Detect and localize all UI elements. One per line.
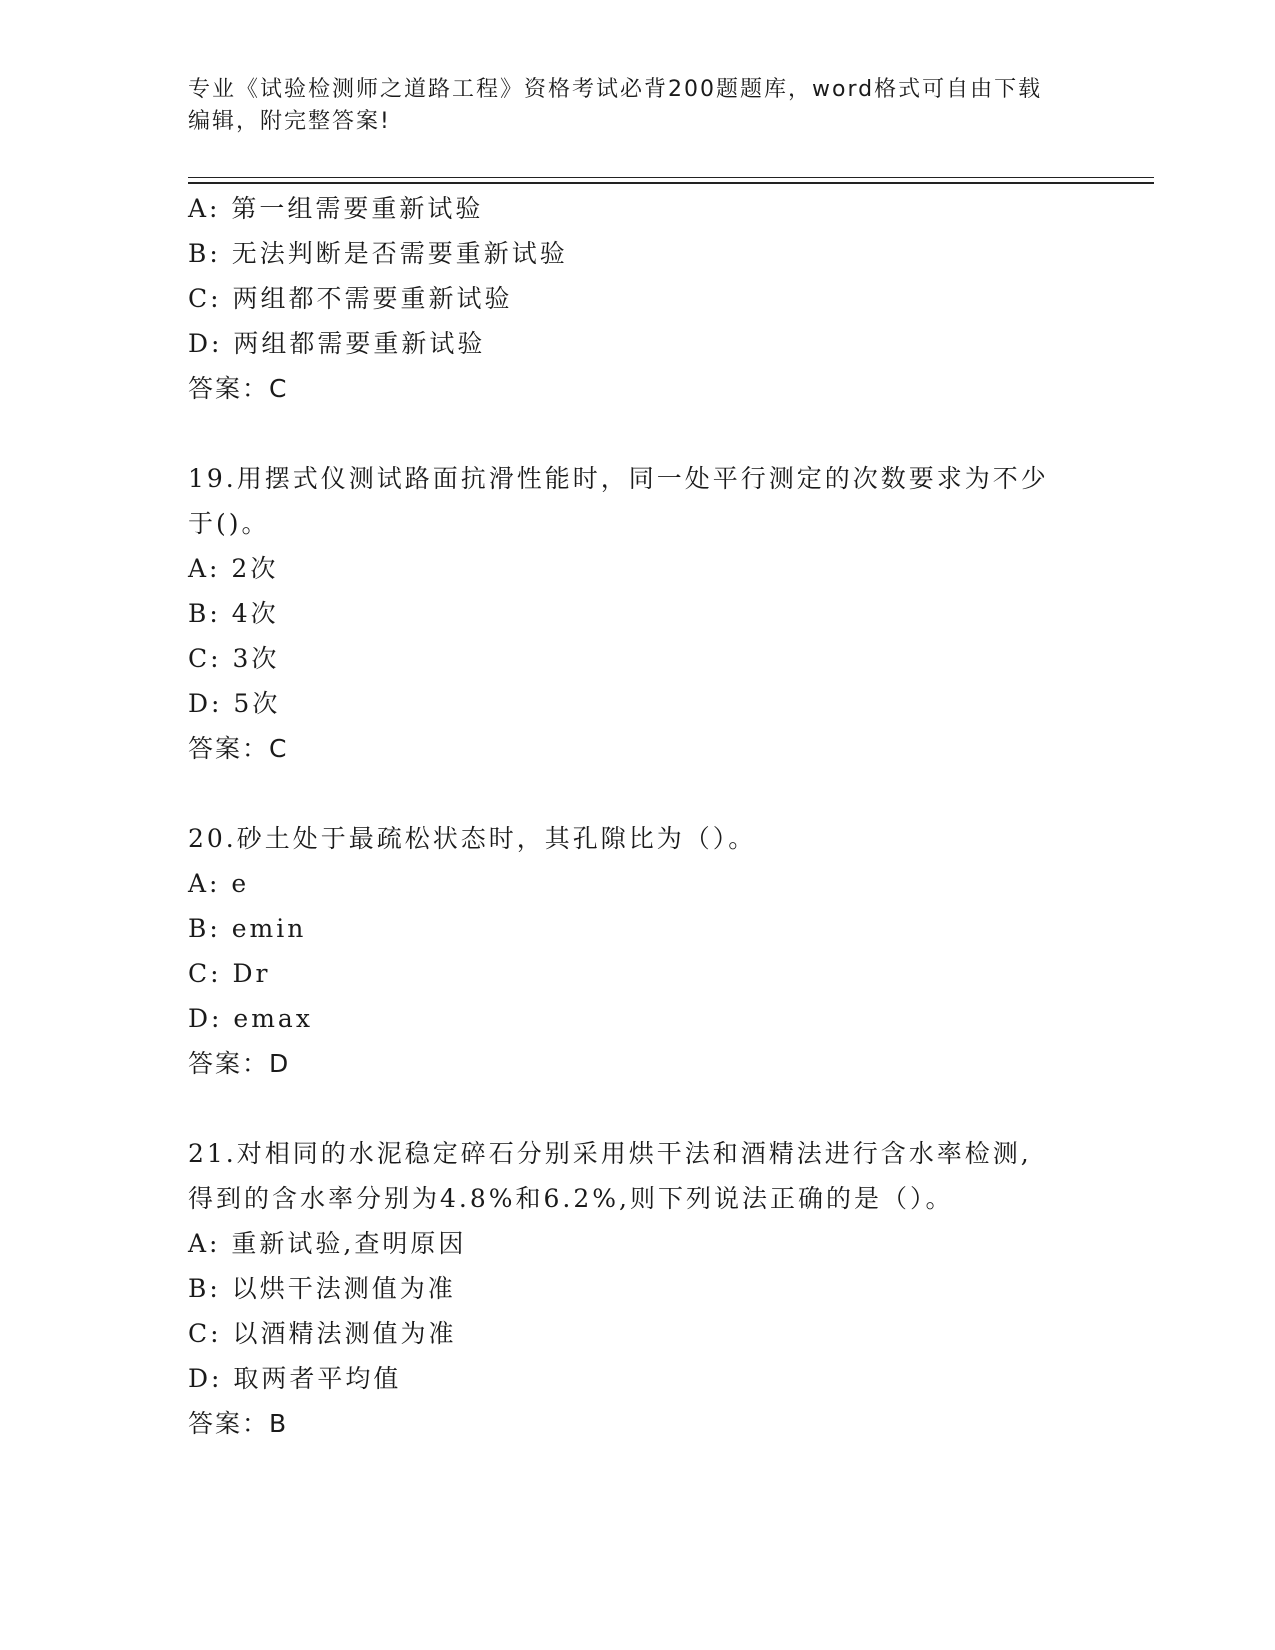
header-divider-thick: [188, 182, 1154, 184]
q21-stem-line-2: 得到的含水率分别为4.8%和6.2%,则下列说法正确的是（）。: [188, 1184, 954, 1213]
q18-answer: 答案：C: [188, 374, 289, 403]
q21-option-a: A: 重新试验,查明原因: [188, 1229, 467, 1258]
q18-option-b: B: 无法判断是否需要重新试验: [188, 239, 568, 268]
q21-answer: 答案：B: [188, 1409, 289, 1438]
q20-answer: 答案：D: [188, 1049, 291, 1078]
q21-stem-line-1: 21.对相同的水泥稳定碎石分别采用烘干法和酒精法进行含水率检测,: [188, 1139, 1032, 1168]
q21-option-d: D: 取两者平均值: [188, 1364, 402, 1393]
q20-option-d: D: emax: [188, 1004, 313, 1033]
q20-option-c: C: Dr: [188, 959, 271, 988]
q18-option-a: A: 第一组需要重新试验: [188, 194, 484, 223]
q19-stem-line-1: 19.用摆式仪测试路面抗滑性能时，同一处平行测定的次数要求为不少: [188, 464, 1049, 493]
q19-option-a: A: 2次: [188, 554, 279, 583]
header-line-1: 专业《试验检测师之道路工程》资格考试必背200题题库，word格式可自由下载: [188, 77, 1043, 102]
q20-option-a: A: e: [188, 869, 250, 898]
document-header: [188, 74, 1088, 138]
q19-option-c: C: 3次: [188, 644, 280, 673]
q19-stem-line-2: 于()。: [188, 509, 270, 538]
header-line-2: 编辑，附完整答案!: [188, 109, 391, 134]
q19-option-d: D: 5次: [188, 689, 281, 718]
q20-option-b: B: emin: [188, 914, 307, 943]
q18-option-c: C: 两组都不需要重新试验: [188, 284, 513, 313]
q19-option-b: B: 4次: [188, 599, 279, 628]
q21-option-c: C: 以酒精法测值为准: [188, 1319, 457, 1348]
q21-option-b: B: 以烘干法测值为准: [188, 1274, 456, 1303]
q19-answer: 答案：C: [188, 734, 289, 763]
q20-stem-line-1: 20.砂土处于最疏松状态时，其孔隙比为（）。: [188, 824, 757, 853]
q18-option-d: D: 两组都需要重新试验: [188, 329, 486, 358]
header-divider-thin: [188, 177, 1154, 178]
